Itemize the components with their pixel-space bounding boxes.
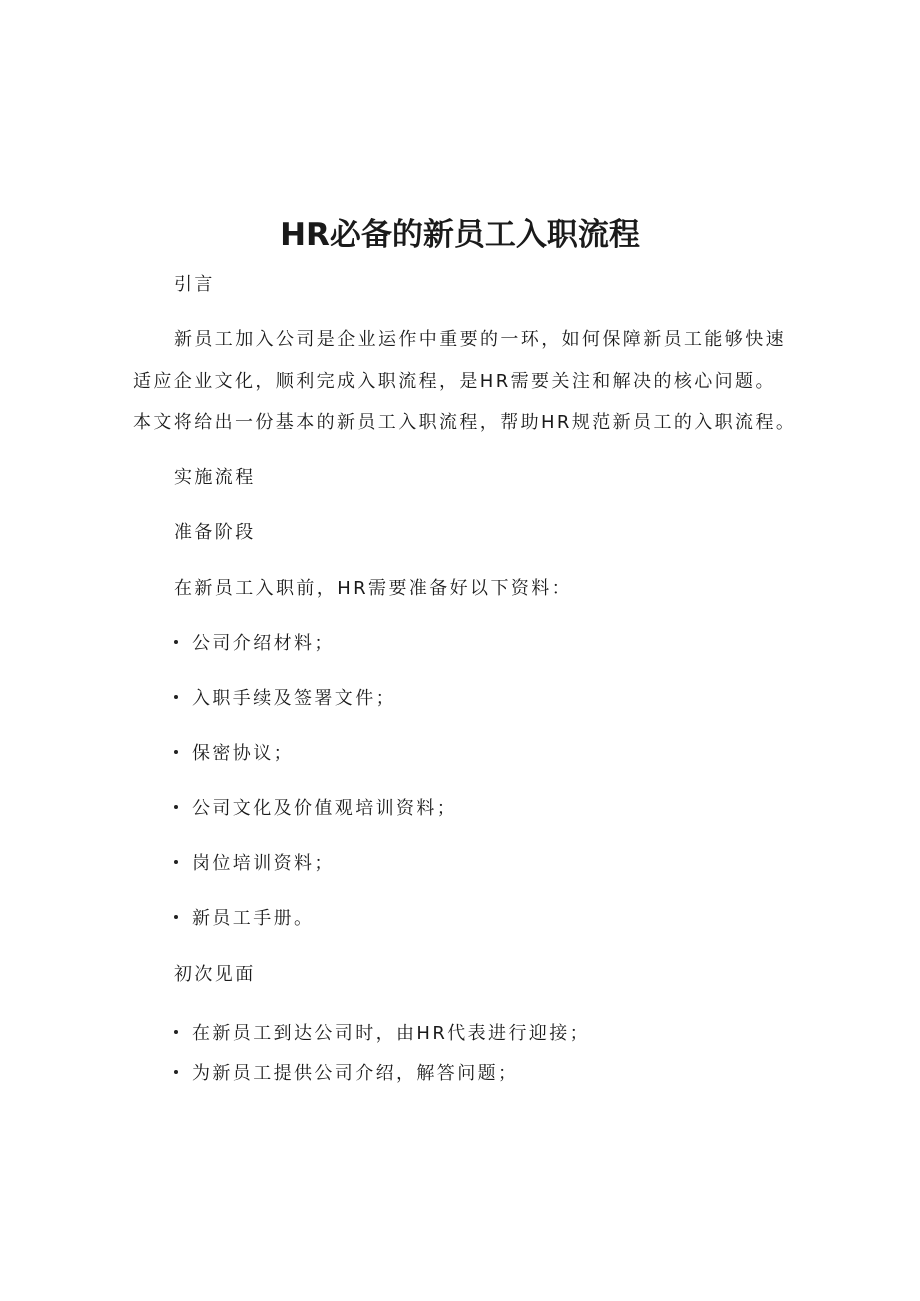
bullet-icon <box>174 915 178 919</box>
list-item <box>174 1062 518 1086</box>
list-item <box>174 797 457 821</box>
list-item <box>174 632 335 656</box>
bullet-icon <box>174 695 178 699</box>
document-title: HR必备的新员工入职流程 <box>280 217 640 253</box>
bullet-icon <box>174 1070 178 1074</box>
section-heading-first-meeting: 初次见面 <box>174 964 256 985</box>
bullet-icon <box>174 805 178 809</box>
list-item-text: 岗位培训资料； <box>192 853 335 874</box>
list-item-text: 为新员工提供公司介绍，解答问题； <box>192 1063 519 1084</box>
list-item-text: 公司文化及价值观培训资料； <box>192 798 458 819</box>
list-item-text: 保密协议； <box>192 743 294 764</box>
section-heading-process: 实施流程 <box>174 467 256 488</box>
intro-paragraph-line-1: 新员工加入公司是企业运作中重要的一环，如何保障新员工能够快速 <box>174 329 786 350</box>
intro-paragraph-line-2: 适应企业文化，顺利完成入职流程，是HR需要关注和解决的核心问题。 <box>133 371 776 392</box>
intro-heading: 引言 <box>174 274 215 295</box>
list-item <box>174 1022 590 1046</box>
list-item-text: 在新员工到达公司时，由HR代表进行迎接； <box>192 1023 591 1044</box>
bullet-icon <box>174 750 178 754</box>
intro-paragraph-line-3: 本文将给出一份基本的新员工入职流程，帮助HR规范新员工的入职流程。 <box>133 412 797 433</box>
bullet-icon <box>174 1030 178 1034</box>
bullet-icon <box>174 640 178 644</box>
prep-intro: 在新员工入职前，HR需要准备好以下资料： <box>174 578 573 599</box>
bullet-icon <box>174 860 178 864</box>
list-item <box>174 742 294 766</box>
list-item-text: 新员工手册。 <box>192 908 315 929</box>
section-heading-prep: 准备阶段 <box>174 522 256 543</box>
list-item <box>174 907 314 931</box>
list-item <box>174 687 396 711</box>
list-item-text: 入职手续及签署文件； <box>192 688 396 709</box>
list-item-text: 公司介绍材料； <box>192 633 335 654</box>
list-item <box>174 852 335 876</box>
